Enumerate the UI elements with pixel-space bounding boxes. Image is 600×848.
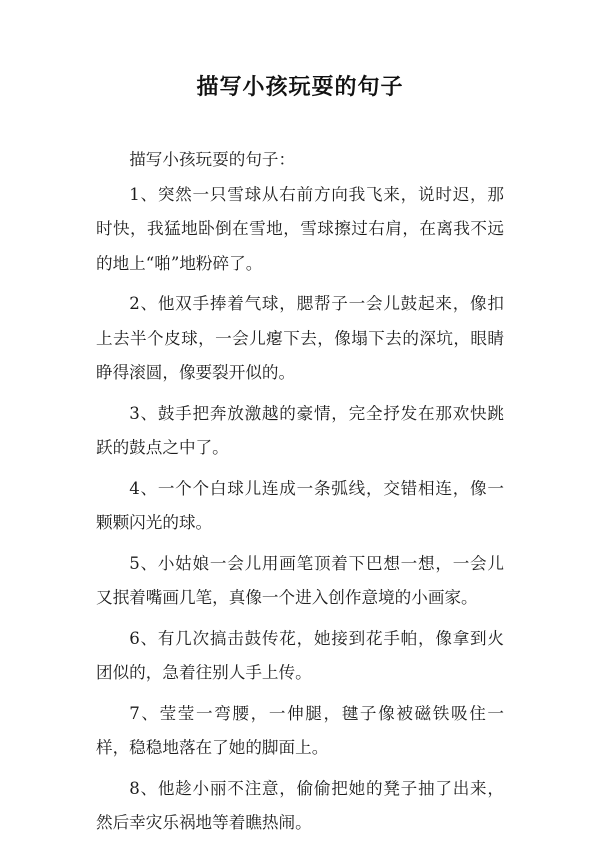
paragraph-5: 5、小姑娘一会儿用画笔顶着下巴想一想，一会儿又抿着嘴画几笔，真像一个进入创作意境的小画家。 (96, 553, 504, 607)
paragraph-1: 1、突然一只雪球从右前方向我飞来，说时迟，那时快，我猛地卧倒在雪地，雪球擦过右肩，在离我不远的地上“啪”地粉碎了。 (96, 184, 504, 273)
paragraph-3: 3、鼓手把奔放激越的豪情，完全抒发在那欢快跳跃的鼓点之中了。 (96, 403, 504, 457)
intro-line: 描写小孩玩耍的句子： (129, 150, 296, 169)
paragraph-7: 7、莹莹一弯腰，一伸腿，毽子像被磁铁吸住一样，稳稳地落在了她的脚面上。 (96, 703, 504, 757)
paragraph-8: 8、他趁小丽不注意，偷偷把她的凳子抽了出来，然后幸灾乐祸地等着瞧热闹。 (96, 778, 504, 832)
document-title: 描写小孩玩耍的句子 (196, 75, 404, 100)
document-body (96, 143, 504, 847)
paragraph-2: 2、他双手捧着气球，腮帮子一会儿鼓起来，像扣上去半个皮球，一会儿瘪下去，像塌下去的深坑，眼睛睁得滚圆，像要裂开似的。 (96, 294, 504, 382)
paragraph-6: 6、有几次搞击鼓传花，她接到花手帕，像拿到火团似的，急着往别人手上传。 (96, 628, 504, 682)
paragraph-4: 4、一个个白球儿连成一条弧线，交错相连，像一颗颗闪光的球。 (96, 478, 504, 532)
